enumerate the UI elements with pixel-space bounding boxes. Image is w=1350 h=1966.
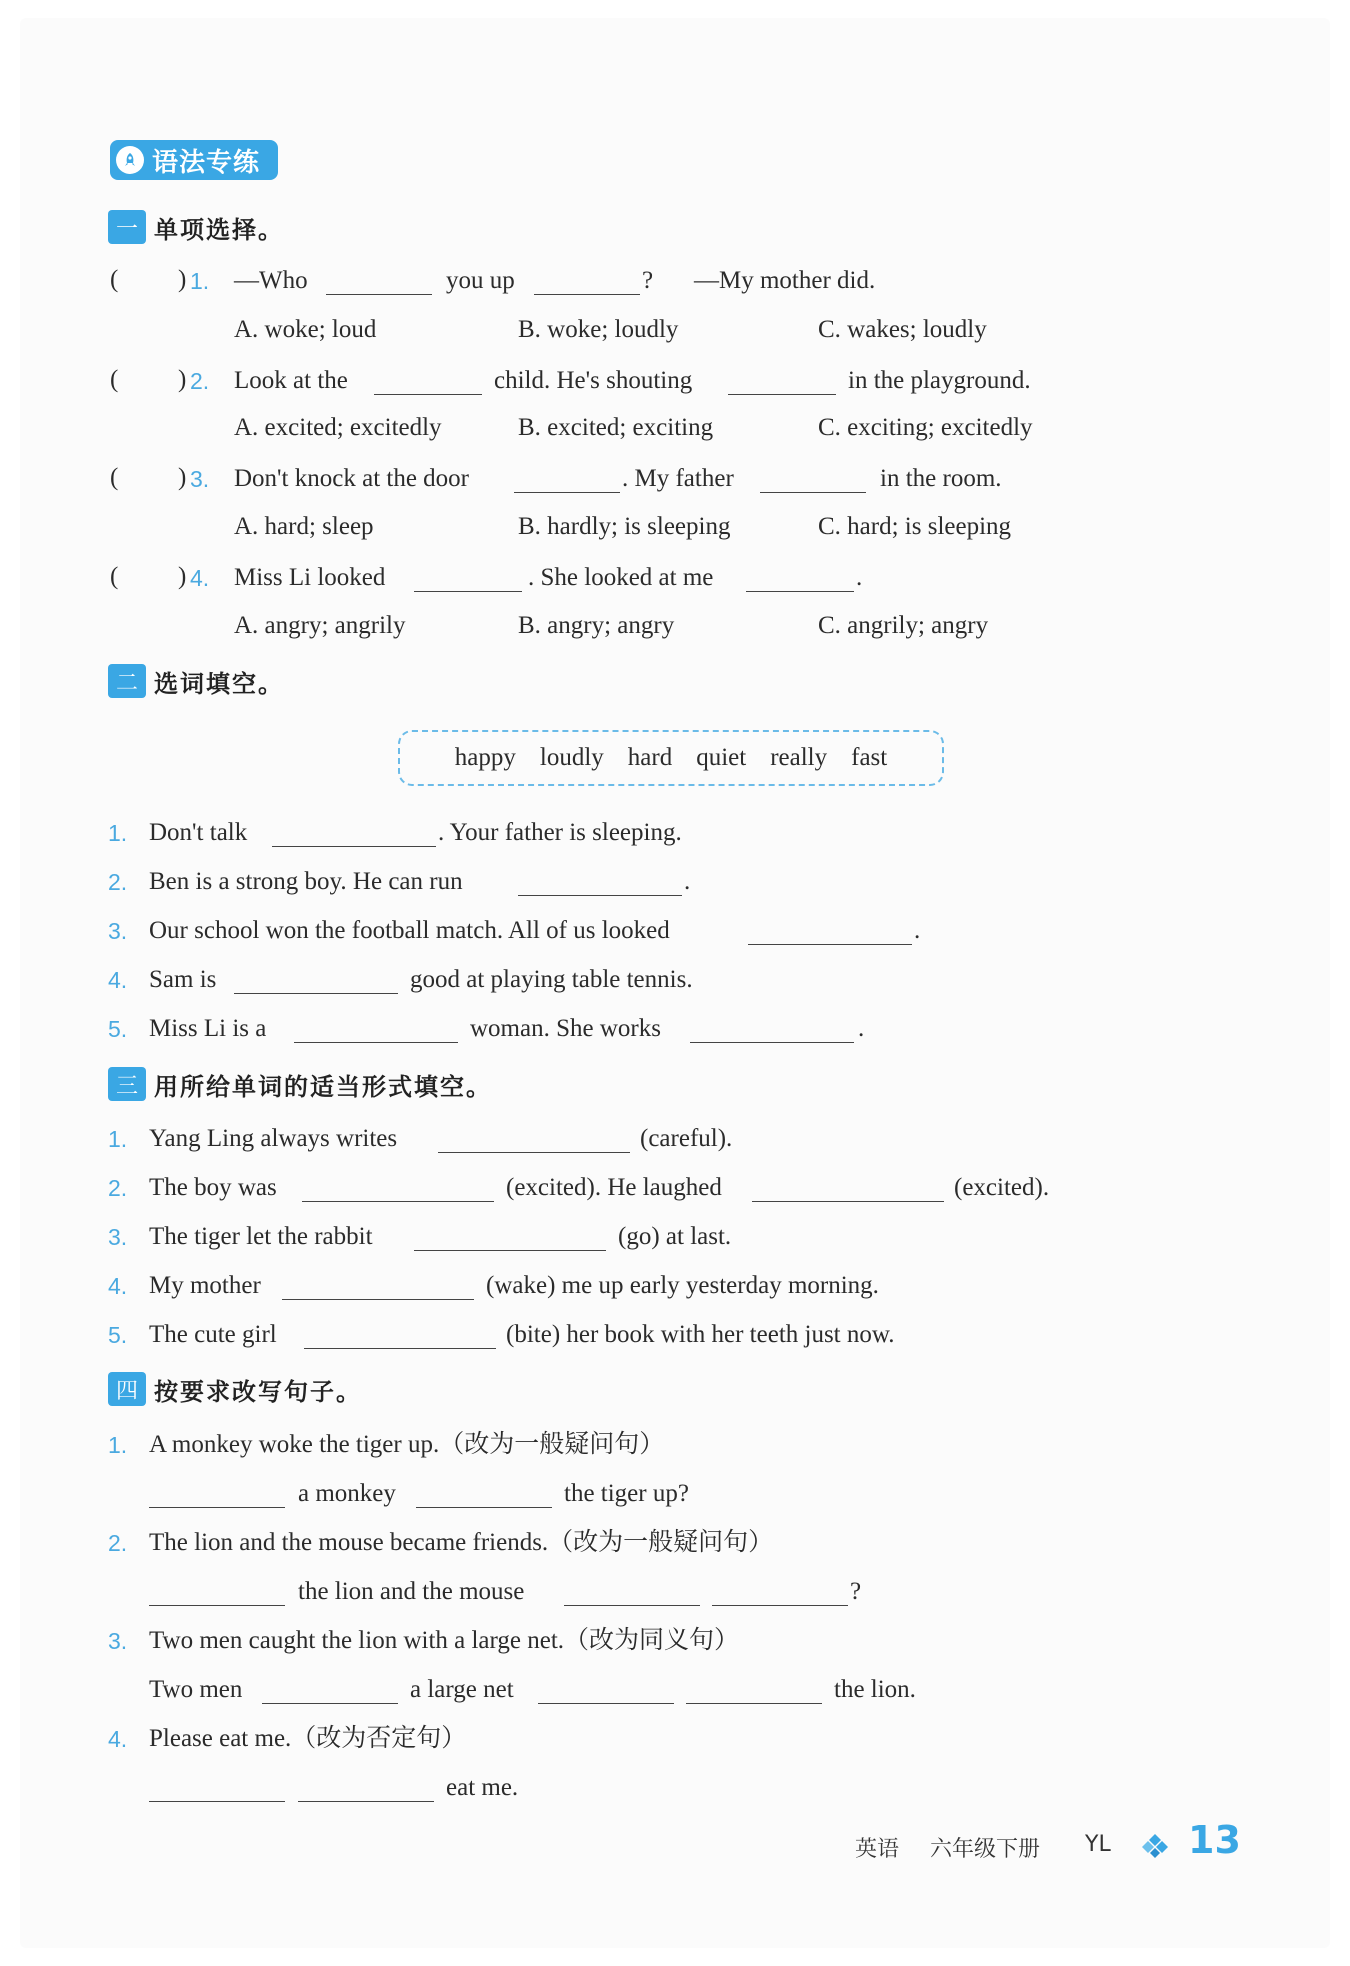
- option-c[interactable]: C. wakes; loudly: [818, 316, 987, 343]
- word-bank-item: hard: [627, 744, 673, 771]
- answer-blank[interactable]: [760, 466, 866, 493]
- question-number: 1.: [190, 268, 210, 294]
- answer-blank[interactable]: [690, 1016, 854, 1043]
- footer-edition: YL: [1085, 1832, 1111, 1857]
- option-b[interactable]: B. woke; loudly: [518, 316, 679, 343]
- answer-blank[interactable]: [298, 1775, 434, 1802]
- answer-blank[interactable]: [149, 1481, 285, 1508]
- word-bank: [398, 730, 944, 786]
- answer-blank[interactable]: [746, 565, 854, 592]
- section-title: 按要求改写句子。: [154, 1377, 362, 1406]
- answer-blank[interactable]: [752, 1175, 944, 1202]
- answer-blank[interactable]: [748, 918, 912, 945]
- answer-blank[interactable]: [149, 1579, 285, 1606]
- answer-blank[interactable]: [416, 1481, 552, 1508]
- word-bank-item: happy: [454, 744, 516, 771]
- answer-blank[interactable]: [438, 1126, 630, 1153]
- answer-blank[interactable]: [414, 565, 522, 592]
- option-b[interactable]: B. hardly; is sleeping: [518, 513, 731, 540]
- option-b[interactable]: B. excited; exciting: [518, 414, 714, 441]
- answer-blank[interactable]: [302, 1175, 494, 1202]
- option-b[interactable]: B. angry; angry: [518, 612, 675, 639]
- answer-blank[interactable]: [234, 967, 398, 994]
- answer-blank[interactable]: [262, 1677, 398, 1704]
- section-number: 二: [108, 664, 146, 698]
- footer-subject: 英语: [855, 1837, 900, 1862]
- option-a[interactable]: A. hard; sleep: [234, 513, 374, 540]
- word-bank-item: really: [770, 744, 828, 771]
- section-title: 单项选择。: [154, 215, 284, 244]
- section-2-header: [108, 662, 284, 700]
- answer-blank[interactable]: [686, 1677, 822, 1704]
- option-c[interactable]: C. exciting; excitedly: [818, 414, 1033, 441]
- section-number: 一: [108, 210, 146, 244]
- answer-blank[interactable]: [294, 1016, 458, 1043]
- section-number: 四: [108, 1372, 146, 1406]
- question-number: 3.: [190, 466, 210, 492]
- option-a[interactable]: A. angry; angrily: [234, 612, 406, 639]
- footer-grade: 六年级下册: [930, 1837, 1041, 1862]
- badge-title: 语法专练: [152, 147, 261, 178]
- page-number: 13: [1188, 1818, 1241, 1862]
- section-4-header: [108, 1370, 362, 1408]
- section-3-header: [108, 1065, 492, 1103]
- word-bank-item: fast: [851, 744, 888, 771]
- section-title: 选词填空。: [154, 669, 284, 698]
- option-a[interactable]: A. woke; loud: [234, 316, 377, 343]
- answer-blank[interactable]: [514, 466, 620, 493]
- option-c[interactable]: C. hard; is sleeping: [818, 513, 1012, 540]
- answer-blank[interactable]: [414, 1224, 606, 1251]
- answer-blank[interactable]: [518, 869, 682, 896]
- answer-blank[interactable]: [728, 368, 836, 395]
- section-1-header: [108, 208, 284, 246]
- answer-blank[interactable]: [564, 1579, 700, 1606]
- answer-blank[interactable]: [374, 368, 482, 395]
- option-a[interactable]: A. excited; excitedly: [234, 414, 442, 441]
- word-bank-item: loudly: [539, 744, 604, 771]
- question-number: 2.: [190, 368, 210, 394]
- question-number: 4.: [190, 565, 210, 591]
- answer-blank[interactable]: [712, 1579, 848, 1606]
- answer-blank[interactable]: [538, 1677, 674, 1704]
- answer-blank[interactable]: [149, 1775, 285, 1802]
- section-badge: [110, 140, 278, 180]
- option-c[interactable]: C. angrily; angry: [818, 612, 989, 639]
- answer-blank[interactable]: [282, 1273, 474, 1300]
- rocket-icon: [116, 146, 144, 174]
- diamond-icon: [1140, 1832, 1170, 1865]
- section-title: 用所给单词的适当形式填空。: [154, 1072, 492, 1101]
- word-bank-item: quiet: [696, 744, 747, 771]
- answer-blank[interactable]: [326, 268, 432, 295]
- answer-blank[interactable]: [534, 268, 640, 295]
- answer-blank[interactable]: [272, 820, 436, 847]
- answer-blank[interactable]: [304, 1322, 496, 1349]
- section-number: 三: [108, 1067, 146, 1101]
